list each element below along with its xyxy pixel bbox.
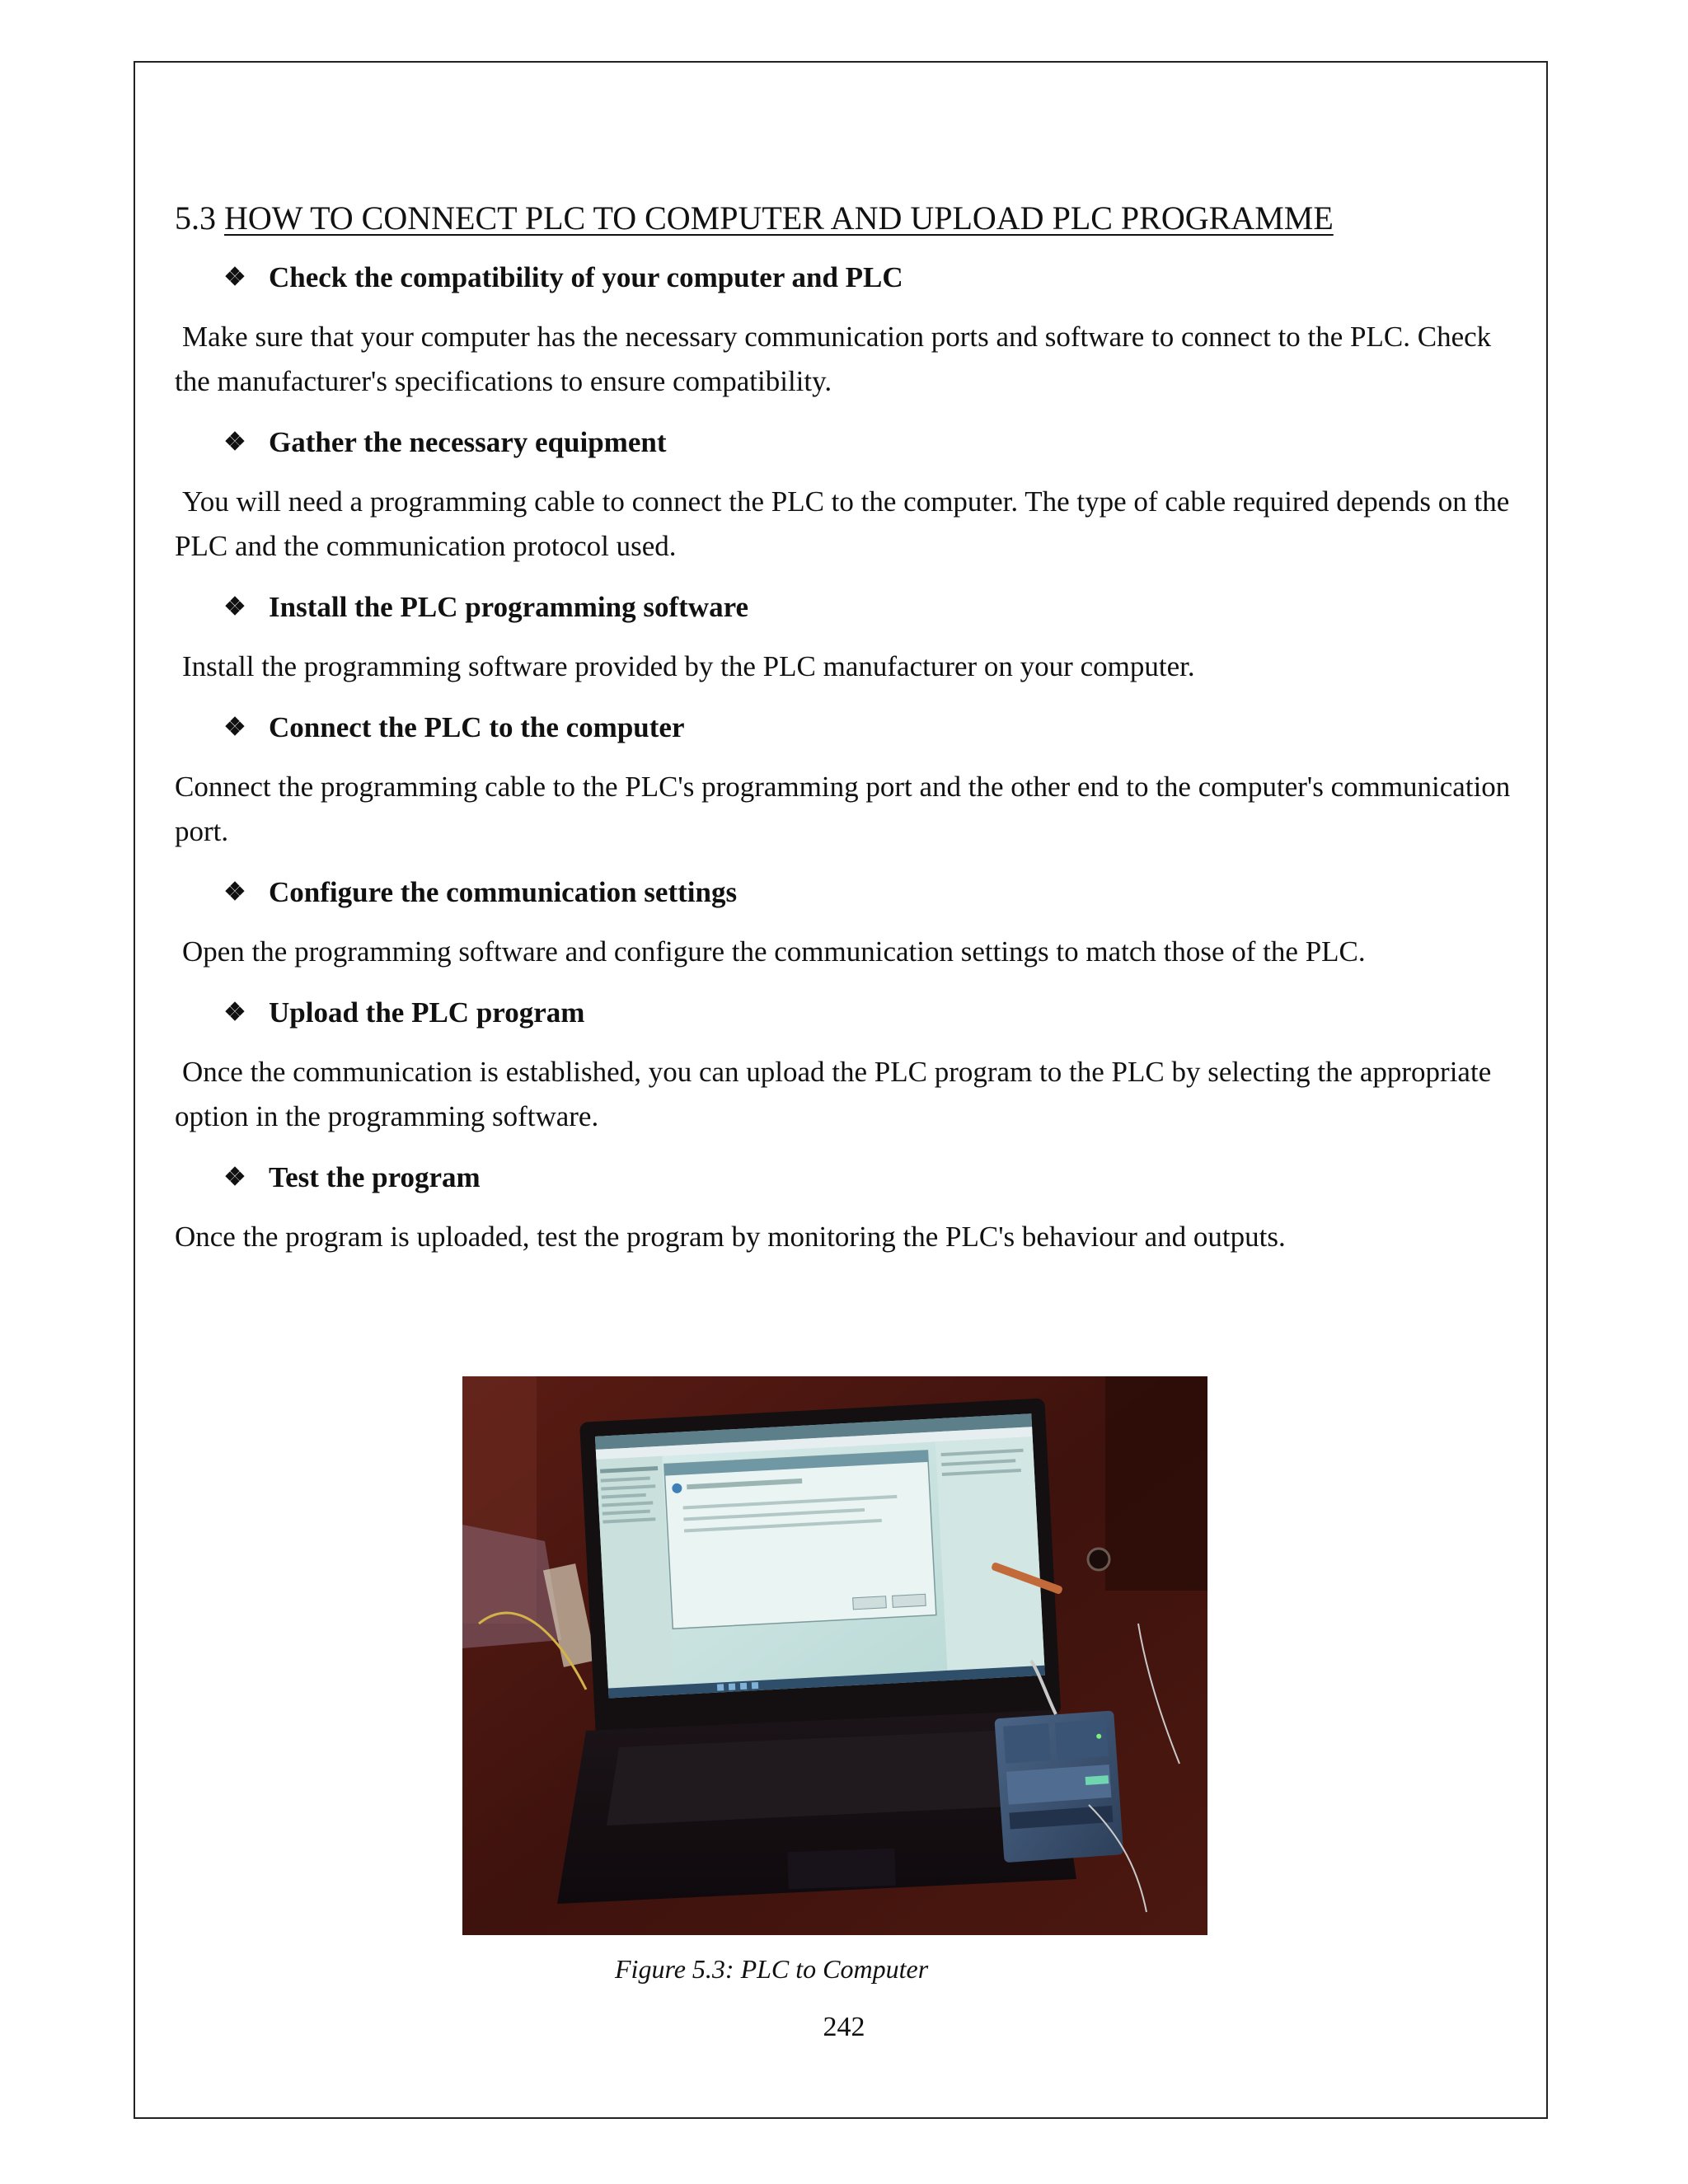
step-heading-software [223,587,1518,628]
diamond-bullet-icon: ❖ [223,593,246,621]
section-heading [175,194,1518,242]
step-body-test: Once the program is uploaded, test the program by monitoring the PLC's behaviour and outputs. [175,1221,1286,1253]
section-title: HOW TO CONNECT PLC TO COMPUTER AND UPLOAD PLC PROGRAMME [224,199,1334,237]
step-heading-upload [223,992,1518,1033]
page-content [175,194,1518,1277]
step-title: Gather the necessary equipment [269,426,667,458]
diamond-bullet-icon: ❖ [223,429,246,456]
step-heading-equipment [223,422,1518,463]
step-title: Configure the communication settings [269,876,738,908]
step-heading-test [223,1157,1518,1198]
step-heading-connect [223,707,1518,748]
diamond-bullet-icon: ❖ [223,264,246,291]
diamond-bullet-icon: ❖ [223,999,246,1026]
step-heading-compatibility [223,257,1518,298]
step-heading-configure [223,872,1518,913]
diamond-bullet-icon: ❖ [223,879,246,906]
diamond-bullet-icon: ❖ [223,714,246,741]
step-title: Check the compatibility of your computer and PLC [269,261,903,293]
step-title: Test the program [269,1161,481,1193]
section-number: 5.3 [175,199,216,237]
step-body-configure: Open the programming software and configure the communication settings to match those of the PLC. [182,935,1366,968]
figure-caption: Figure 5.3: PLC to Computer [615,1954,929,1984]
step-body-compatibility: Make sure that your computer has the necessary communication ports and software to connect to the PLC. Check the manufacturer's specifications to ensure compatibility. [175,321,1492,397]
page-number: 242 [823,2012,865,2042]
step-body-software: Install the programming software provided by the PLC manufacturer on your computer. [182,650,1195,682]
laptop-plc-illustration [462,1376,1207,1935]
step-title: Install the PLC programming software [269,591,749,623]
step-title: Connect the PLC to the computer [269,711,685,743]
step-body-connect: Connect the programming cable to the PLC's programming port and the other end to the computer's communication port. [175,771,1511,847]
step-body-upload: Once the communication is established, you can upload the PLC program to the PLC by selecting the appropriate option in the programming software. [175,1056,1492,1132]
diamond-bullet-icon: ❖ [223,1164,246,1191]
figure-photo-laptop-plc [462,1376,1207,1935]
step-body-equipment: You will need a programming cable to connect the PLC to the computer. The type of cable required depends on the PLC and the communication protocol used. [175,485,1510,562]
step-title: Upload the PLC program [269,996,585,1029]
